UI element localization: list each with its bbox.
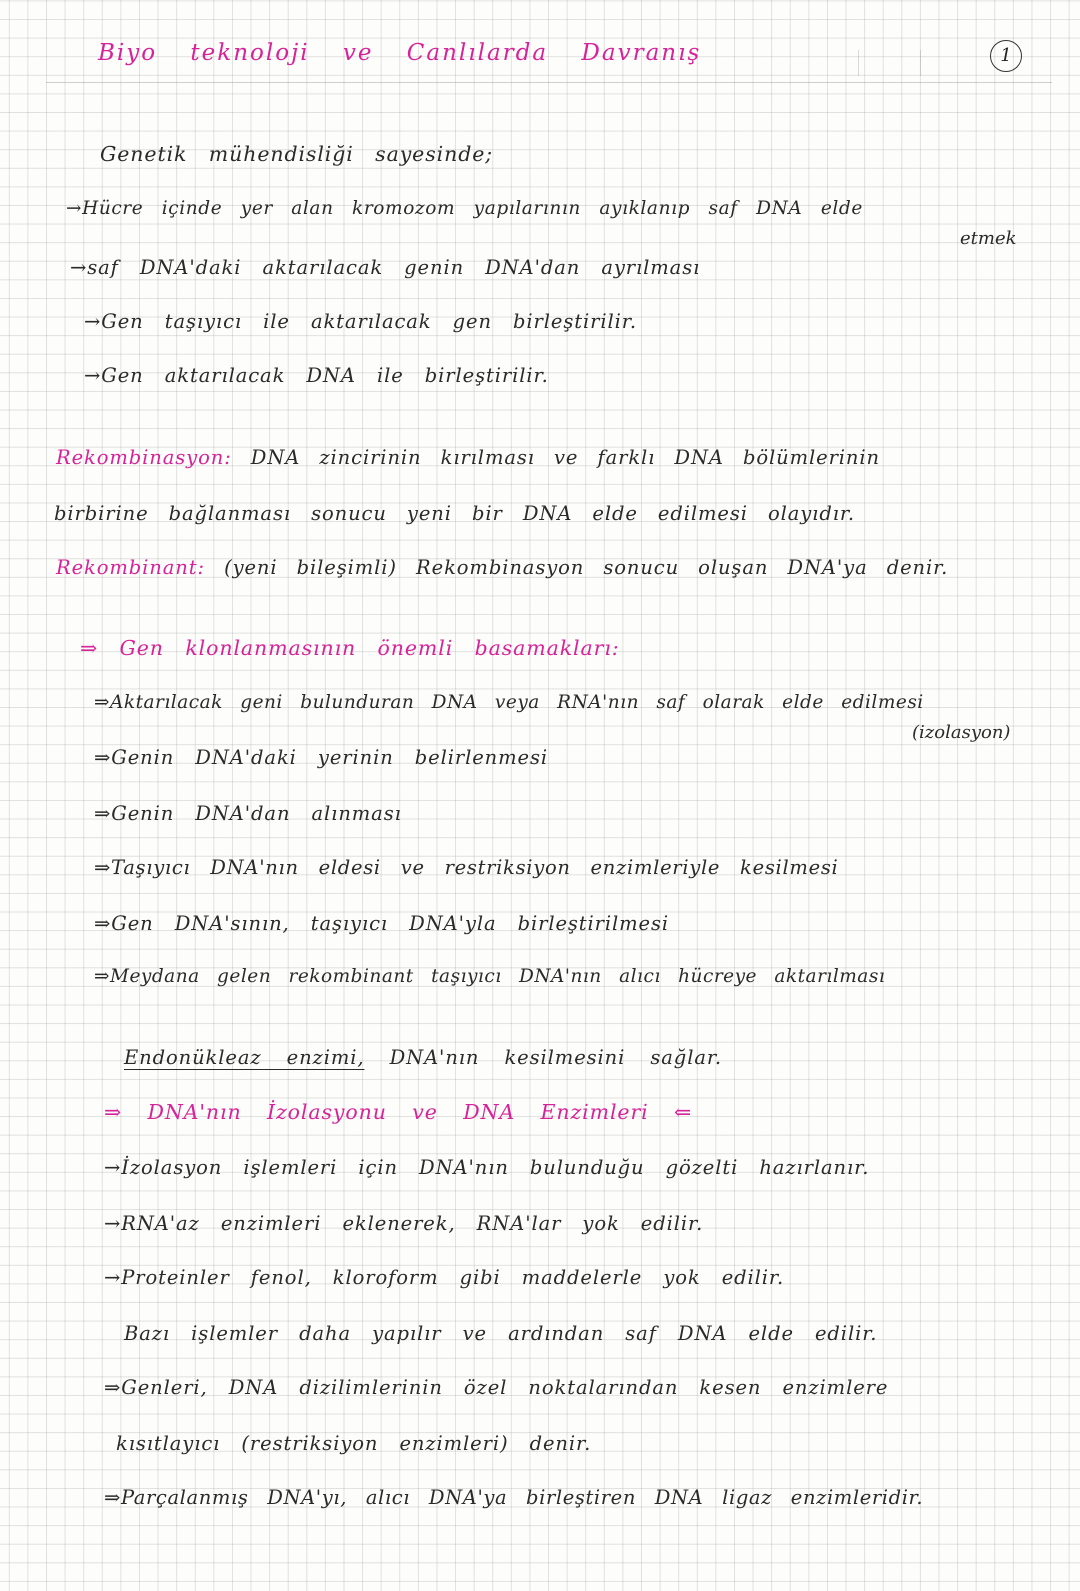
cloning-step: ⇒Taşıyıcı DNA'nın eldesi ve restriksiyon enzimleriyle kesilmesi xyxy=(94,856,839,879)
definition-text: DNA zincirinin kırılması ve farklı DNA bölümlerinin xyxy=(250,446,880,469)
header-divider xyxy=(858,50,859,76)
list-item: →Proteinler fenol, kloroform gibi maddelerle yok edilir. xyxy=(104,1266,785,1289)
cloning-heading: ⇒ Gen klonlanmasının önemli basamakları: xyxy=(80,636,620,660)
cloning-step: ⇒Genin DNA'daki yerinin belirlenmesi xyxy=(94,746,549,769)
definition-recombinant xyxy=(56,556,948,579)
definition-text: Rekombinasyon sonucu oluşan DNA'ya denir. xyxy=(416,556,949,579)
page-title: Biyo teknoloji ve Canlılarda Davranış xyxy=(98,40,702,66)
page-number: 1 xyxy=(990,40,1022,72)
cloning-step: ⇒Meydana gelen rekombinant taşıyıcı DNA'nın alıcı hücreye aktarılması xyxy=(94,966,886,987)
term-note: (yeni bileşimli) xyxy=(224,556,397,579)
term-recombination: Rekombinasyon: xyxy=(56,446,232,469)
definition-recombination xyxy=(56,446,880,469)
definition-text: birbirine bağlanması sonucu yeni bir DNA elde edilmesi olayıdır. xyxy=(54,502,856,525)
list-item: Bazı işlemler daha yapılır ve ardından saf DNA elde edilir. xyxy=(124,1322,878,1345)
list-item: →Gen aktarılacak DNA ile birleştirilir. xyxy=(84,364,549,387)
list-item: ⇒Parçalanmış DNA'yı, alıcı DNA'ya birleştiren DNA ligaz enzimleridir. xyxy=(104,1486,924,1509)
list-item: →RNA'az enzimleri eklenerek, RNA'lar yok edilir. xyxy=(104,1212,704,1235)
step-note: (izolasyon) xyxy=(912,722,1011,743)
cloning-step: ⇒Aktarılacak geni bulunduran DNA veya RNA'nın saf olarak elde edilmesi xyxy=(94,692,924,713)
line-continuation: etmek xyxy=(960,228,1017,249)
list-item: →Hücre içinde yer alan kromozom yapılarının ayıklanıp saf DNA elde xyxy=(66,198,863,219)
list-item: kısıtlayıcı (restriksiyon enzimleri) denir. xyxy=(116,1432,592,1455)
section-heading: Genetik mühendisliği sayesinde; xyxy=(100,142,494,166)
list-item: →İzolasyon işlemleri için DNA'nın bulunduğu gözelti hazırlanır. xyxy=(104,1156,870,1179)
list-item: →saf DNA'daki aktarılacak genin DNA'dan ayrılması xyxy=(70,256,701,279)
definition-text: DNA'nın kesilmesini sağlar. xyxy=(389,1046,723,1069)
cloning-step: ⇒Gen DNA'sının, taşıyıcı DNA'yla birleştirilmesi xyxy=(94,912,670,935)
list-item: ⇒Genleri, DNA dizilimlerinin özel noktalarından kesen enzimlere xyxy=(104,1376,889,1399)
header-divider xyxy=(920,50,921,76)
list-item: →Gen taşıyıcı ile aktarılacak gen birleştirilir. xyxy=(84,310,637,333)
endonuclease-note xyxy=(124,1046,722,1069)
term-recombinant: Rekombinant: xyxy=(56,556,205,579)
term-endonuclease: Endonükleaz enzimi, xyxy=(124,1046,365,1069)
cloning-step: ⇒Genin DNA'dan alınması xyxy=(94,802,402,825)
isolation-heading: ⇒ DNA'nın İzolasyonu ve DNA Enzimleri ⇐ xyxy=(104,1100,693,1124)
